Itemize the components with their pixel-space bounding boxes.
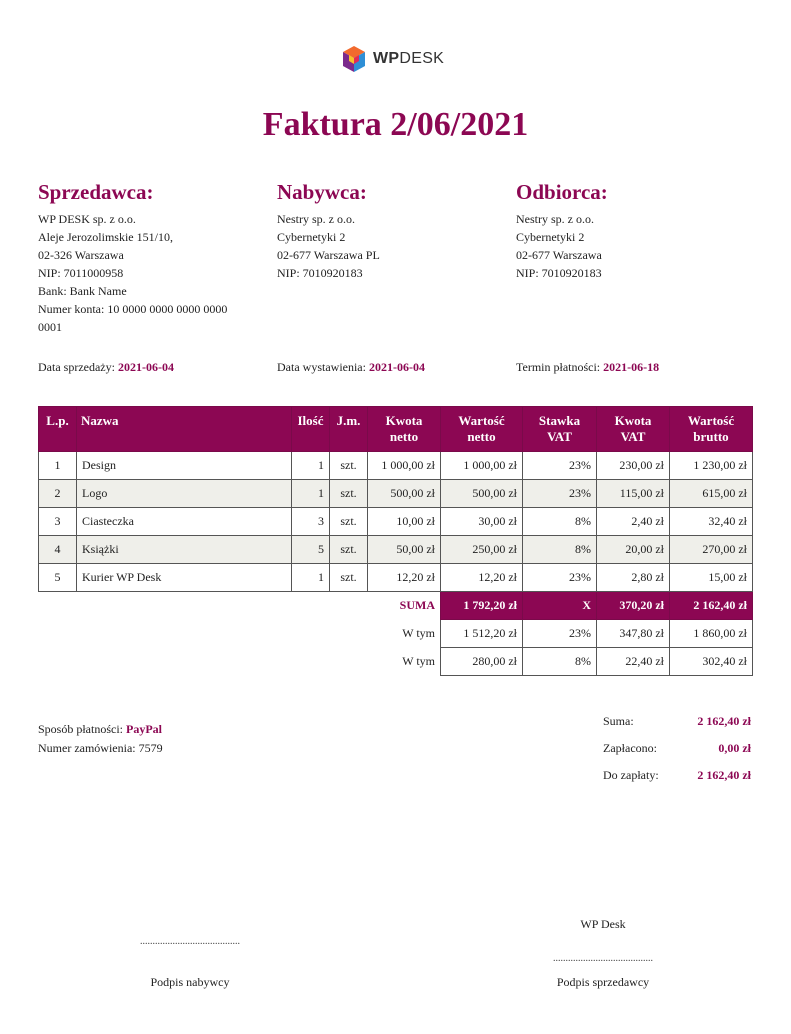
seller-city: 02-326 Warszawa <box>38 248 124 262</box>
order-number: Numer zamówienia: 7579 <box>38 741 163 755</box>
cell-vat-rate: 8% <box>523 508 597 536</box>
seller-account: Numer konta: 10 0000 0000 0000 0000 <box>38 302 228 316</box>
buyer-name: Nestry sp. z o.o. <box>277 212 355 226</box>
buyer-nip: NIP: 7010920183 <box>277 266 363 280</box>
due-date: Termin płatności: 2021-06-18 <box>516 360 660 374</box>
cell-lp: 2 <box>39 480 77 508</box>
buyer-heading: Nabywca: <box>277 180 367 204</box>
col-lp: L.p. <box>39 407 77 452</box>
breakdown-vat: 347,80 zł <box>597 620 670 648</box>
sum-rate: X <box>523 592 597 620</box>
cell-name: Kurier WP Desk <box>77 564 292 592</box>
cell-net-price: 1 000,00 zł <box>368 452 441 480</box>
payment-method: Sposób płatności: PayPal <box>38 722 163 736</box>
invoice-items-table <box>38 406 753 676</box>
cell-net-value: 1 000,00 zł <box>441 452 523 480</box>
cell-vat-amount: 115,00 zł <box>597 480 670 508</box>
issue-date: Data wystawienia: 2021-06-04 <box>277 360 425 374</box>
col-name: Nazwa <box>77 407 292 452</box>
cell-lp: 1 <box>39 452 77 480</box>
recipient-street: Cybernetyki 2 <box>516 230 585 244</box>
cell-vat-amount: 20,00 zł <box>597 536 670 564</box>
cell-net-price: 12,20 zł <box>368 564 441 592</box>
col-gross-value: Wartość brutto <box>670 407 753 452</box>
cell-lp: 5 <box>39 564 77 592</box>
cell-gross-value: 15,00 zł <box>670 564 753 592</box>
col-net-value: Wartość netto <box>441 407 523 452</box>
cell-unit: szt. <box>330 508 368 536</box>
cell-name: Książki <box>77 536 292 564</box>
buyer-block <box>277 180 380 282</box>
cell-vat-amount: 230,00 zł <box>597 452 670 480</box>
total-due: Do zapłaty: 2 162,40 zł <box>603 768 751 782</box>
cell-name: Logo <box>77 480 292 508</box>
recipient-block <box>516 180 608 282</box>
seller-signature-line: ........................................ <box>553 953 653 964</box>
total-paid: Zapłacono: 0,00 zł <box>603 741 751 755</box>
wpdesk-logo-icon <box>341 45 367 73</box>
seller-bank: Bank: Bank Name <box>38 284 127 298</box>
cell-qty: 1 <box>292 452 330 480</box>
cell-vat-rate: 23% <box>523 564 597 592</box>
table-header-row <box>39 407 753 452</box>
cell-net-price: 10,00 zł <box>368 508 441 536</box>
col-vat-amount: Kwota VAT <box>597 407 670 452</box>
seller-name: WP DESK sp. z o.o. <box>38 212 136 226</box>
buyer-signature-line: ........................................ <box>140 936 240 947</box>
cell-vat-rate: 23% <box>523 452 597 480</box>
col-net-price: Kwota netto <box>368 407 441 452</box>
cell-unit: szt. <box>330 536 368 564</box>
seller-heading: Sprzedawca: <box>38 180 154 204</box>
payment-info <box>38 720 163 758</box>
sum-vat: 370,20 zł <box>597 592 670 620</box>
company-logo <box>341 45 444 73</box>
cell-unit: szt. <box>330 564 368 592</box>
seller-block <box>38 180 227 336</box>
seller-street: Aleje Jerozolimskie 151/10, <box>38 230 173 244</box>
cell-qty: 1 <box>292 564 330 592</box>
total-sum: Suma: 2 162,40 zł <box>603 714 751 728</box>
table-row <box>39 508 753 536</box>
sale-date: Data sprzedaży: 2021-06-04 <box>38 360 174 374</box>
cell-net-value: 250,00 zł <box>441 536 523 564</box>
cell-qty: 1 <box>292 480 330 508</box>
cell-gross-value: 270,00 zł <box>670 536 753 564</box>
col-qty: Ilość <box>292 407 330 452</box>
cell-lp: 3 <box>39 508 77 536</box>
buyer-city: 02-677 Warszawa PL <box>277 248 380 262</box>
cell-qty: 5 <box>292 536 330 564</box>
buyer-signature-label: Podpis nabywcy <box>150 975 230 989</box>
cell-vat-rate: 23% <box>523 480 597 508</box>
cell-lp: 4 <box>39 536 77 564</box>
breakdown-brutto: 302,40 zł <box>670 648 753 676</box>
recipient-heading: Odbiorca: <box>516 180 608 204</box>
cell-gross-value: 1 230,00 zł <box>670 452 753 480</box>
sum-label: SUMA <box>399 598 435 613</box>
col-vat-rate: Stawka VAT <box>523 407 597 452</box>
cell-vat-amount: 2,80 zł <box>597 564 670 592</box>
recipient-nip: NIP: 7010920183 <box>516 266 602 280</box>
cell-net-value: 12,20 zł <box>441 564 523 592</box>
vat-breakdown-row <box>39 620 753 648</box>
recipient-name: Nestry sp. z o.o. <box>516 212 594 226</box>
breakdown-label: W tym <box>402 654 435 668</box>
breakdown-rate: 8% <box>523 648 597 676</box>
seller-signature-label: Podpis sprzedawcy <box>556 975 650 989</box>
cell-net-price: 50,00 zł <box>368 536 441 564</box>
breakdown-label: W tym <box>402 626 435 640</box>
table-row <box>39 452 753 480</box>
cell-qty: 3 <box>292 508 330 536</box>
table-row <box>39 564 753 592</box>
invoice-title: Faktura 2/06/2021 <box>262 106 529 143</box>
cell-vat-amount: 2,40 zł <box>597 508 670 536</box>
totals-summary <box>603 708 751 789</box>
cell-net-value: 30,00 zł <box>441 508 523 536</box>
vat-breakdown-row <box>39 648 753 676</box>
cell-unit: szt. <box>330 452 368 480</box>
seller-account-cont: 0001 <box>38 320 62 334</box>
cell-net-price: 500,00 zł <box>368 480 441 508</box>
breakdown-brutto: 1 860,00 zł <box>670 620 753 648</box>
cell-unit: szt. <box>330 480 368 508</box>
cell-vat-rate: 8% <box>523 536 597 564</box>
seller-nip: NIP: 7011000958 <box>38 266 124 280</box>
seller-signature-name: WP Desk <box>580 917 626 931</box>
table-row <box>39 480 753 508</box>
cell-name: Design <box>77 452 292 480</box>
table-row <box>39 536 753 564</box>
col-unit: J.m. <box>330 407 368 452</box>
buyer-street: Cybernetyki 2 <box>277 230 346 244</box>
breakdown-rate: 23% <box>523 620 597 648</box>
sum-brutto: 2 162,40 zł <box>670 592 753 620</box>
breakdown-netto: 1 512,20 zł <box>441 620 523 648</box>
sum-row <box>39 592 753 620</box>
cell-gross-value: 615,00 zł <box>670 480 753 508</box>
cell-gross-value: 32,40 zł <box>670 508 753 536</box>
cell-name: Ciasteczka <box>77 508 292 536</box>
recipient-city: 02-677 Warszawa <box>516 248 602 262</box>
sum-netto: 1 792,20 zł <box>441 592 523 620</box>
logo-text: WPDESK <box>373 50 445 67</box>
cell-net-value: 500,00 zł <box>441 480 523 508</box>
breakdown-netto: 280,00 zł <box>441 648 523 676</box>
breakdown-vat: 22,40 zł <box>597 648 670 676</box>
